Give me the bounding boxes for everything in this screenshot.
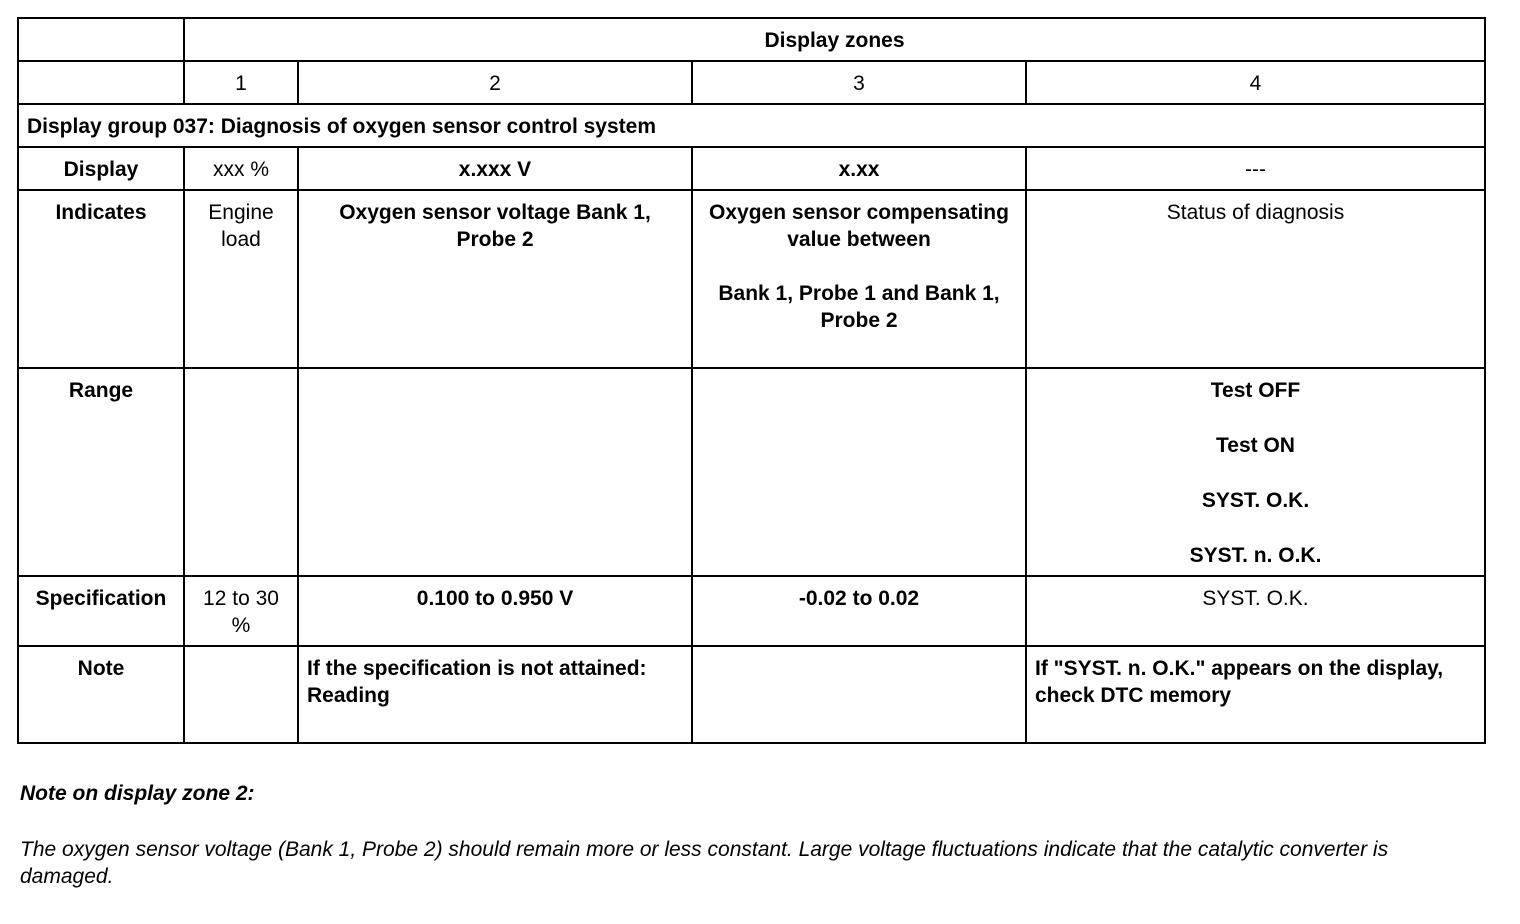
zone-number-blank [18,61,184,104]
display-group-title: Display group 037: Diagnosis of oxygen sensor control system [18,104,1485,147]
specification-zone-3: -0.02 to 0.02 [692,576,1026,646]
row-label-display: Display [18,147,184,190]
specification-row [18,576,1485,646]
display-zones-header: Display zones [184,18,1485,61]
specification-zone-2: 0.100 to 0.950 V [298,576,692,646]
zone-number-3: 3 [692,61,1026,104]
footnote-title: Note on display zone 2: [20,782,255,805]
header-row [18,18,1485,61]
indicates-zone-3 [692,190,1026,368]
range-row [18,368,1485,576]
footnote [20,780,1480,890]
range-zone-3 [692,368,1026,576]
indicates-zone-3-text: Oxygen sensor compensating value between [709,201,1009,251]
zone-number-2: 2 [298,61,692,104]
specification-zone-4: SYST. O.K. [1026,576,1485,646]
indicates-zone-4: Status of diagnosis [1026,190,1485,368]
indicates-row [18,190,1485,368]
note-zone-2: If the specification is not attained: Reading [298,646,692,743]
range-item: Test OFF [1210,379,1301,402]
range-zone-4-list [1035,377,1476,569]
range-item: Test ON [1216,434,1295,457]
display-zone-4: --- [1026,147,1485,190]
note-zone-3 [692,646,1026,743]
display-zone-1: xxx % [184,147,298,190]
indicates-zone-2: Oxygen sensor voltage Bank 1, Probe 2 [298,190,692,368]
header-corner-cell [18,18,184,61]
indicates-zone-3-extra: Bank 1, Probe 1 and Bank 1, Probe 2 [718,282,1000,332]
specification-zone-1: 12 to 30 % [184,576,298,646]
zone-number-4: 4 [1026,61,1485,104]
row-label-indicates: Indicates [18,190,184,368]
range-zone-1 [184,368,298,576]
display-row [18,147,1485,190]
row-label-range: Range [18,368,184,576]
display-group-table [17,17,1486,744]
note-row [18,646,1485,743]
row-label-note: Note [18,646,184,743]
range-zone-2 [298,368,692,576]
display-zone-3: x.xx [692,147,1026,190]
note-zone-4: If "SYST. n. O.K." appears on the display, check DTC memory [1026,646,1485,743]
row-label-specification: Specification [18,576,184,646]
display-zone-2: x.xxx V [298,147,692,190]
range-zone-4 [1026,368,1485,576]
zone-number-1: 1 [184,61,298,104]
footnote-body: The oxygen sensor voltage (Bank 1, Probe 2) should remain more or less constant. Large voltage fluctuations indicate that the catalytic converter is damaged. [20,838,1389,888]
range-item: SYST. O.K. [1201,489,1310,512]
note-zone-1 [184,646,298,743]
group-title-row [18,104,1485,147]
range-item: SYST. n. O.K. [1189,544,1322,567]
indicates-zone-1: Engine load [184,190,298,368]
zone-number-row [18,61,1485,104]
